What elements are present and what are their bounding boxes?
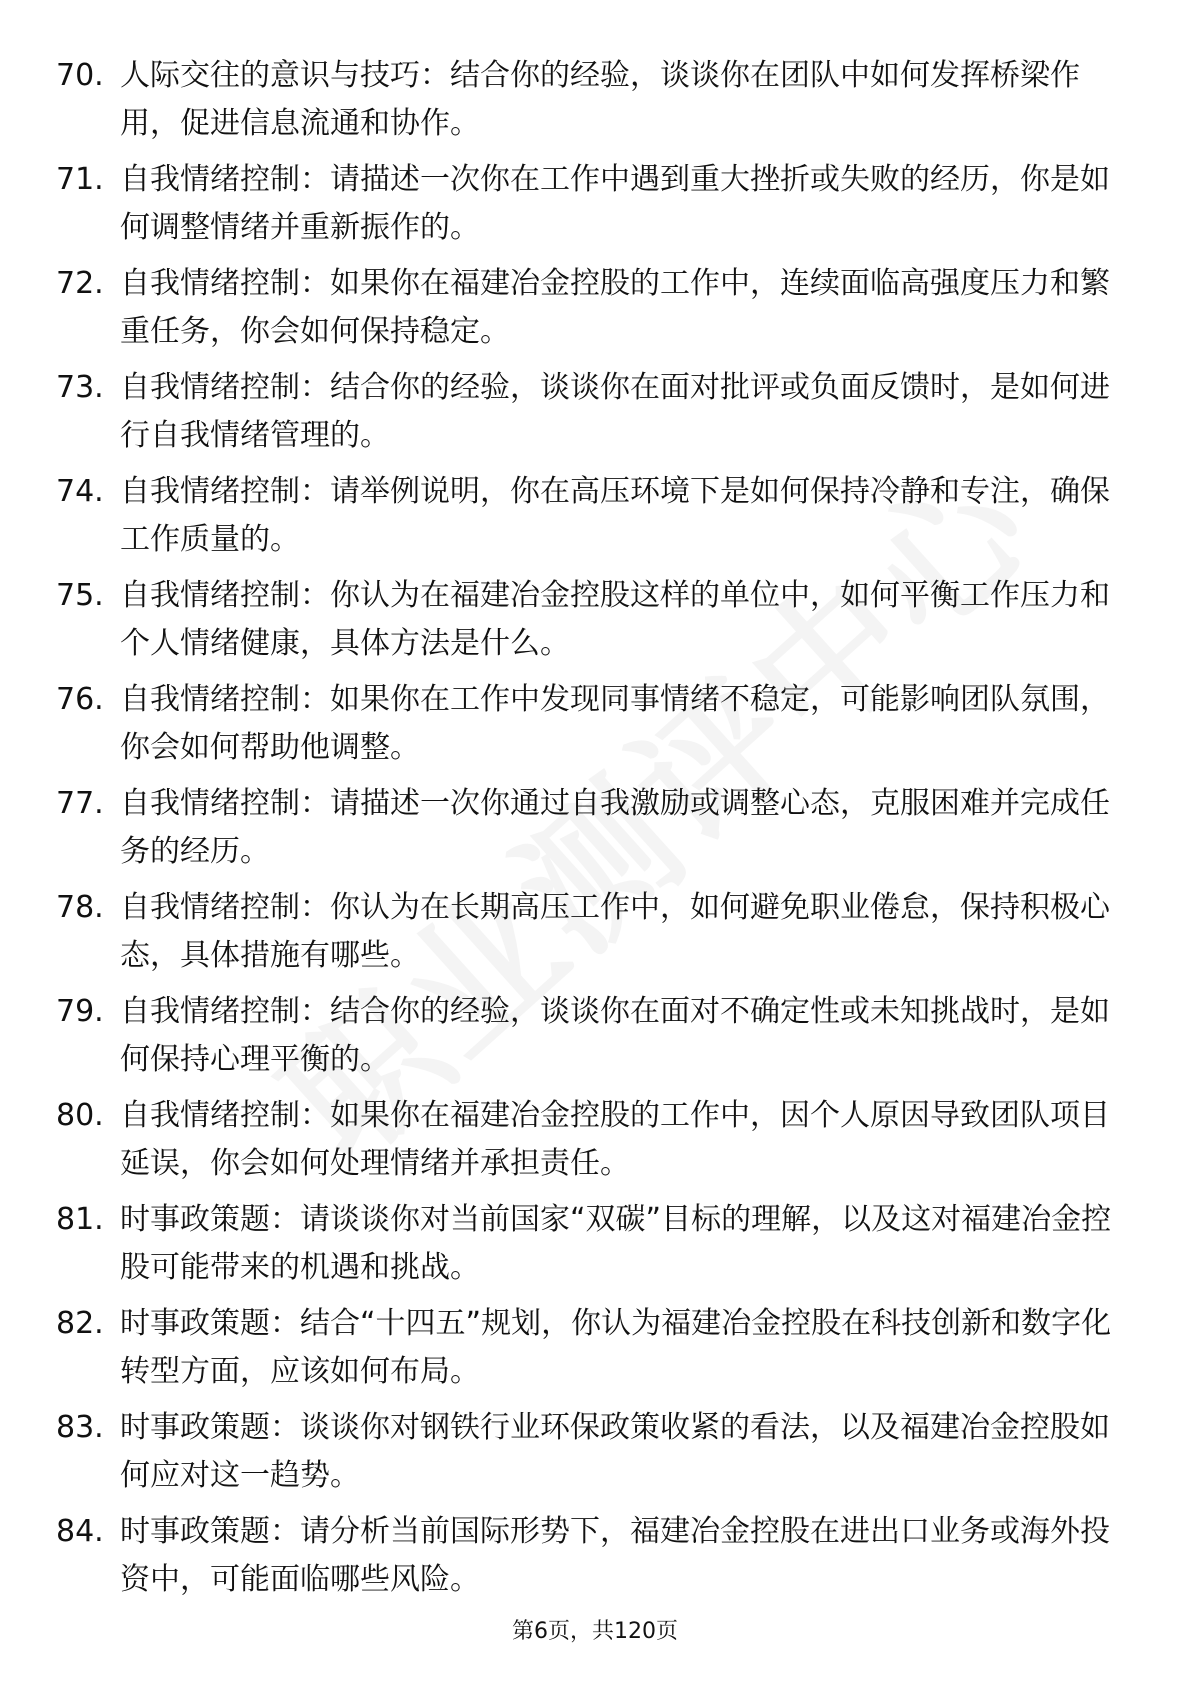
question-item bbox=[56, 52, 1116, 156]
question-text: 时事政策题：结合“十四五”规划，你认为福建冶金控股在科技创新和数字化转型方面，应该如何布局。 bbox=[120, 1306, 1112, 1389]
question-number: 79. bbox=[56, 994, 104, 1029]
question-item bbox=[56, 1508, 1116, 1612]
question-text: 时事政策题：请谈谈你对当前国家“双碳”目标的理解，以及这对福建冶金控股可能带来的机遇和挑战。 bbox=[120, 1202, 1112, 1285]
question-item bbox=[56, 364, 1116, 468]
question-item bbox=[56, 780, 1116, 884]
question-item bbox=[56, 468, 1116, 572]
question-item bbox=[56, 1300, 1116, 1404]
question-item bbox=[56, 988, 1116, 1092]
question-item bbox=[56, 884, 1116, 988]
question-number: 80. bbox=[56, 1098, 104, 1133]
question-number: 75. bbox=[56, 578, 104, 613]
question-text: 自我情绪控制：如果你在福建冶金控股的工作中，因个人原因导致团队项目延误，你会如何处理情绪并承担责任。 bbox=[120, 1098, 1110, 1181]
question-item bbox=[56, 676, 1116, 780]
question-number: 73. bbox=[56, 370, 104, 405]
question-list bbox=[56, 52, 1116, 1612]
question-item bbox=[56, 572, 1116, 676]
question-text: 自我情绪控制：结合你的经验，谈谈你在面对批评或负面反馈时，是如何进行自我情绪管理的。 bbox=[120, 370, 1110, 453]
question-item bbox=[56, 1092, 1116, 1196]
question-item bbox=[56, 1404, 1116, 1508]
question-text: 自我情绪控制：你认为在福建冶金控股这样的单位中，如何平衡工作压力和个人情绪健康，具体方法是什么。 bbox=[120, 578, 1110, 661]
question-number: 72. bbox=[56, 266, 104, 301]
question-item bbox=[56, 156, 1116, 260]
question-number: 78. bbox=[56, 890, 104, 925]
question-text: 自我情绪控制：你认为在长期高压工作中，如何避免职业倦怠，保持积极心态，具体措施有哪些。 bbox=[120, 890, 1110, 973]
question-number: 82. bbox=[56, 1306, 104, 1341]
question-text: 自我情绪控制：请描述一次你在工作中遇到重大挫折或失败的经历，你是如何调整情绪并重新振作的。 bbox=[120, 162, 1110, 245]
question-number: 70. bbox=[56, 58, 104, 93]
question-number: 71. bbox=[56, 162, 104, 197]
question-number: 81. bbox=[56, 1202, 104, 1237]
question-item bbox=[56, 1196, 1116, 1300]
question-text: 人际交往的意识与技巧：结合你的经验，谈谈你在团队中如何发挥桥梁作用，促进信息流通和协作。 bbox=[120, 58, 1080, 141]
question-text: 时事政策题：谈谈你对钢铁行业环保政策收紧的看法，以及福建冶金控股如何应对这一趋势。 bbox=[120, 1410, 1110, 1493]
question-text: 自我情绪控制：如果你在工作中发现同事情绪不稳定，可能影响团队氛围，你会如何帮助他调整。 bbox=[120, 682, 1110, 765]
question-number: 83. bbox=[56, 1410, 104, 1445]
question-text: 自我情绪控制：结合你的经验，谈谈你在面对不确定性或未知挑战时，是如何保持心理平衡的。 bbox=[120, 994, 1110, 1077]
question-number: 84. bbox=[56, 1514, 104, 1549]
question-number: 76. bbox=[56, 682, 104, 717]
question-number: 77. bbox=[56, 786, 104, 821]
question-text: 自我情绪控制：请举例说明，你在高压环境下是如何保持冷静和专注，确保工作质量的。 bbox=[120, 474, 1110, 557]
question-text: 自我情绪控制：如果你在福建冶金控股的工作中，连续面临高强度压力和繁重任务，你会如何保持稳定。 bbox=[120, 266, 1110, 349]
page-footer bbox=[0, 1617, 1190, 1647]
question-text: 自我情绪控制：请描述一次你通过自我激励或调整心态，克服困难并完成任务的经历。 bbox=[120, 786, 1110, 869]
question-number: 74. bbox=[56, 474, 104, 509]
page-number-label: 第6页，共120页 bbox=[512, 1619, 678, 1644]
question-text: 时事政策题：请分析当前国际形势下，福建冶金控股在进出口业务或海外投资中，可能面临哪些风险。 bbox=[120, 1514, 1110, 1597]
question-item bbox=[56, 260, 1116, 364]
